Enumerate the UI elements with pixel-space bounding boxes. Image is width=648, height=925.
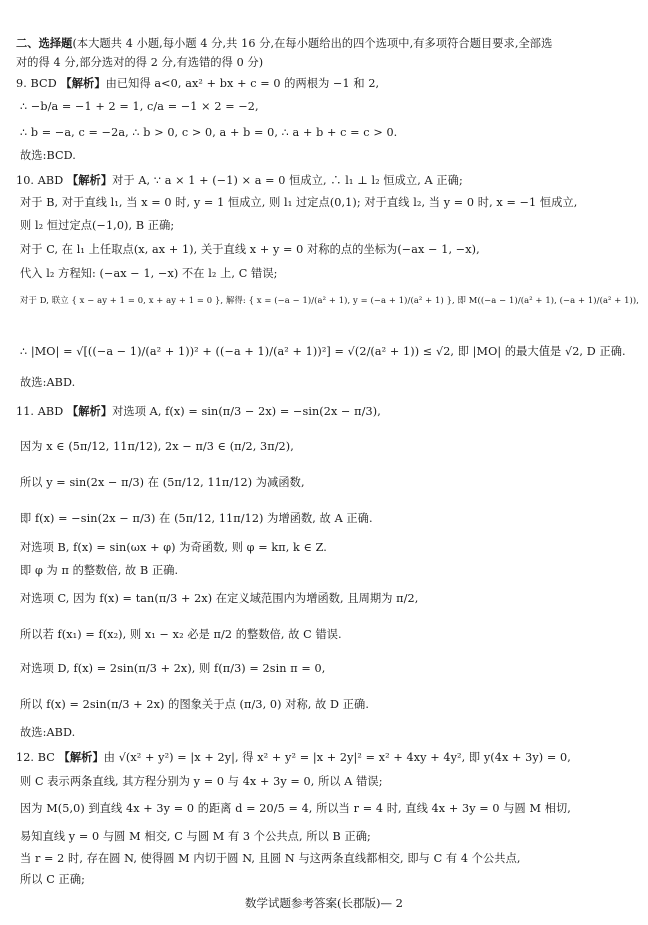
q9-header xyxy=(16,76,379,91)
q10-line: 对于 A, ∵ a × 1 + (−1) × a = 0 恒成立, ∴ l₁ ⊥ l₂ 恒成立, A 正确; xyxy=(112,174,463,187)
q10-line: 故选:ABD. xyxy=(20,376,76,389)
q11-line: 对选项 D, f(x) = 2sin(π/3 + 2x), 则 f(π/3) = 2sin π = 0, xyxy=(20,662,326,675)
q11-answer: 11. ABD xyxy=(16,405,64,418)
q12-line: 由 √(x² + y²) = |x + 2y|, 得 x² + y² = |x + 2y|² = x² + 4xy + 4y², 即 y(4x + 3y) = 0, xyxy=(103,751,571,764)
q12-analysis-tag: 【解析】 xyxy=(58,750,104,764)
q12-header xyxy=(16,750,571,765)
section-header-line-2: 对的得 4 分,部分选对的得 2 分,有选错的得 0 分) xyxy=(16,56,264,69)
q11-line: 所以 f(x) = 2sin(π/3 + 2x) 的图象关于点 (π/3, 0) 对称, 故 D 正确. xyxy=(20,698,370,711)
section-title: 二、选择题 xyxy=(16,36,73,50)
q12-line: 当 r = 2 时, 存在圆 N, 使得圆 M 内切于圆 N, 且圆 N 与这两条直线都相交, 即与 C 有 4 个公共点, xyxy=(20,852,521,865)
q11-line: 对选项 B, f(x) = sin(ωx + φ) 为奇函数, 则 φ = kπ, k ∈ Z. xyxy=(20,541,327,554)
q11-line: 因为 x ∈ (5π/12, 11π/12), 2x − π/3 ∈ (π/2, 3π/2), xyxy=(20,440,294,453)
q10-line: 对于 D, 联立 { x − ay + 1 = 0, x + ay + 1 = 0 }, 解得: { x = (−a − 1)/(a² + 1), y = (−a + 1)/(a² + 1) }, 即 M((−a − 1)/(a² + 1), (−a + 1)/(a² + 1)), xyxy=(20,295,640,305)
q9-answer: 9. BCD xyxy=(16,77,57,90)
q11-line: 故选:ABD. xyxy=(20,726,76,739)
q11-line: 对选项 C, 因为 f(x) = tan(π/3 + 2x) 在定义域范围内为增函数, 且周期为 π/2, xyxy=(20,592,419,605)
q9-analysis-tag: 【解析】 xyxy=(60,76,106,90)
q12-line: 所以 C 正确; xyxy=(20,873,85,886)
q12-line: 因为 M(5,0) 到直线 4x + 3y = 0 的距离 d = 20/5 = 4, 所以当 r = 4 时, 直线 4x + 3y = 0 与圆 M 相切, xyxy=(20,802,571,815)
q11-analysis-tag: 【解析】 xyxy=(66,404,113,418)
section-instructions: (本大题共 4 小题,每小题 4 分,共 16 分,在每小题给出的四个选项中,有多项符合题目要求,全部选 xyxy=(72,37,553,50)
q12-line: 易知直线 y = 0 与圆 M 相交, C 与圆 M 有 3 个公共点, 所以 B 正确; xyxy=(20,830,371,843)
q9-line: 由已知得 a<0, ax² + bx + c = 0 的两根为 −1 和 2, xyxy=(105,77,380,90)
section-header-line-1 xyxy=(16,36,552,51)
q11-line: 对选项 A, f(x) = sin(π/3 − 2x) = −sin(2x − π/3), xyxy=(112,405,381,418)
q9-line: ∴ −b/a = −1 + 2 = 1, c/a = −1 × 2 = −2, xyxy=(20,100,259,113)
q11-line: 即 φ 为 π 的整数倍, 故 B 正确. xyxy=(20,564,179,577)
q10-line: 对于 B, 对于直线 l₁, 当 x = 0 时, y = 1 恒成立, 则 l₁ 过定点(0,1); 对于直线 l₂, 当 y = 0 时, x = −1 恒成立, xyxy=(20,196,578,209)
q10-line: 对于 C, 在 l₁ 上任取点(x, ax + 1), 关于直线 x + y = 0 对称的点的坐标为(−ax − 1, −x), xyxy=(20,243,480,256)
q10-line: ∴ |MO| = √[((−a − 1)/(a² + 1))² + ((−a + 1)/(a² + 1))²] = √(2/(a² + 1)) ≤ √2, 即 |MO| 的最大值是 √2, D 正确. xyxy=(20,345,626,358)
q12-line: 则 C 表示两条直线, 其方程分别为 y = 0 与 4x + 3y = 0, 所以 A 错误; xyxy=(20,775,383,788)
q11-line: 所以若 f(x₁) = f(x₂), 则 x₁ − x₂ 必是 π/2 的整数倍, 故 C 错误. xyxy=(20,628,342,641)
q12-answer: 12. BC xyxy=(16,751,55,764)
q9-line: ∴ b = −a, c = −2a, ∴ b > 0, c > 0, a + b = 0, ∴ a + b + c = c > 0. xyxy=(20,126,398,139)
page-footer: 数学试题参考答案(长郡版)— 2 xyxy=(245,896,403,910)
q11-line: 所以 y = sin(2x − π/3) 在 (5π/12, 11π/12) 为减函数, xyxy=(20,476,305,489)
q10-header xyxy=(16,173,463,188)
q10-line: 则 l₂ 恒过定点(−1,0), B 正确; xyxy=(20,219,175,232)
q10-analysis-tag: 【解析】 xyxy=(66,173,113,187)
q10-answer: 10. ABD xyxy=(16,174,64,187)
q9-line: 故选:BCD. xyxy=(20,149,76,162)
q11-header xyxy=(16,404,381,419)
q11-line: 即 f(x) = −sin(2x − π/3) 在 (5π/12, 11π/12) 为增函数, 故 A 正确. xyxy=(20,512,373,525)
q10-line: 代入 l₂ 方程知: (−ax − 1, −x) 不在 l₂ 上, C 错误; xyxy=(20,267,278,280)
